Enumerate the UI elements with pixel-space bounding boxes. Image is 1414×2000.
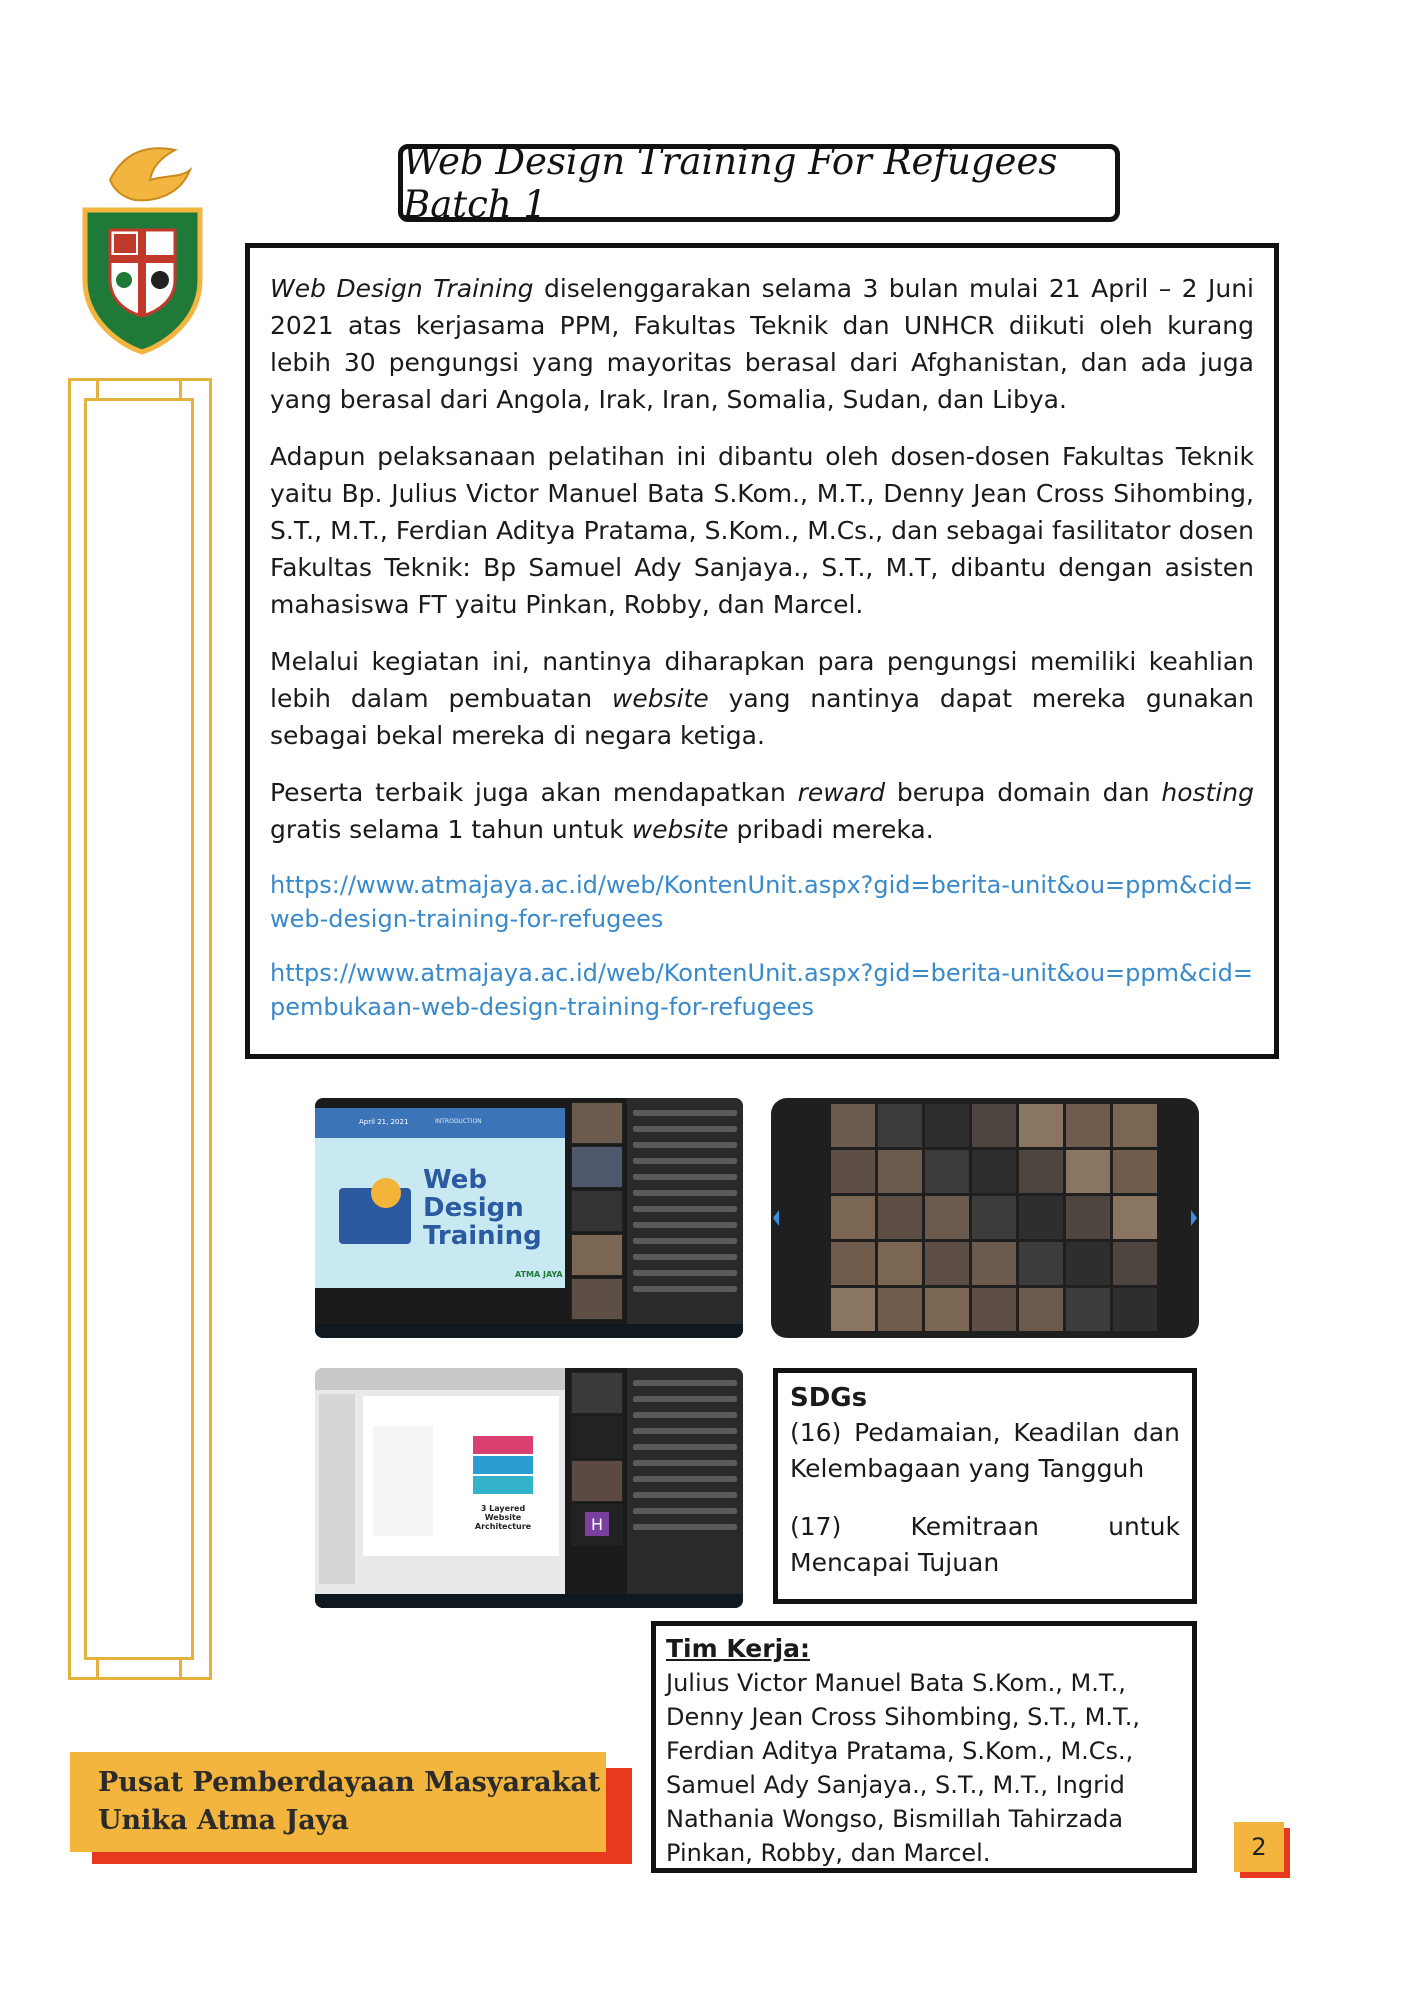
participant-tile: [571, 1190, 623, 1232]
participant-tile: [972, 1288, 1016, 1331]
slide-title: [423, 1166, 542, 1250]
participant-tile: [1066, 1288, 1110, 1331]
emphasis-hosting: hosting: [1161, 778, 1254, 807]
paragraph-3-text-a: Melalui kegiatan ini, nantinya diharapkan para pengungsi memiliki keahlian lebih dalam pembuatan: [270, 647, 1254, 713]
list-item: [633, 1270, 737, 1276]
tim-kerja-box: [651, 1621, 1197, 1873]
gallery-next-arrow-icon[interactable]: [1191, 1210, 1197, 1226]
paragraph-1-text: diselenggarakan selama 3 bulan mulai 21 April – 2 Juni 2021 atas kerjasama PPM, Fakultas Teknik dan UNHCR diikuti oleh kurang lebih 30 pengungsi yang mayoritas berasal dari Afghanistan, dan ada juga yang berasal dari Angola, Irak, Iran, Somalia, Sudan, dan Libya.: [270, 274, 1254, 414]
list-item: [633, 1222, 737, 1228]
presentation-window: [315, 1368, 565, 1594]
participant-list-panel: [627, 1098, 743, 1324]
question-bubble-icon: [371, 1178, 401, 1208]
layer-icon: [473, 1436, 533, 1454]
list-item: [633, 1444, 737, 1450]
participant-tile: [878, 1104, 922, 1147]
zoom-screenshot-slide: [315, 1098, 743, 1338]
avatar: H: [585, 1512, 609, 1536]
list-item: [633, 1412, 737, 1418]
list-item: [633, 1254, 737, 1260]
main-content-box: [245, 243, 1279, 1059]
participant-tile: [878, 1150, 922, 1193]
ribbon: [315, 1368, 565, 1390]
participant-tile: [925, 1288, 969, 1331]
org-name-line-1: Pusat Pemberdayaan Masyarakat: [98, 1767, 601, 1798]
slide-area: [315, 1108, 565, 1288]
participant-tile: [571, 1234, 623, 1276]
participant-tile: [1113, 1288, 1157, 1331]
page-number: 2: [1234, 1822, 1284, 1872]
participant-tile: [925, 1104, 969, 1147]
slide-canvas: [363, 1396, 559, 1556]
list-item: [633, 1524, 737, 1530]
emphasis-website: website: [611, 684, 709, 713]
participant-tile: [972, 1150, 1016, 1193]
participant-tile: [1066, 1104, 1110, 1147]
paragraph-1: [270, 270, 1254, 418]
list-item: [633, 1508, 737, 1514]
list-item: [633, 1174, 737, 1180]
participant-tile: [1113, 1196, 1157, 1239]
list-item: [633, 1396, 737, 1402]
sdgs-heading: SDGs: [790, 1383, 868, 1413]
list-item: [633, 1126, 737, 1132]
participant-tile: [831, 1242, 875, 1285]
slide-title-line-1: Web: [423, 1165, 487, 1195]
layer-icon: [473, 1476, 533, 1494]
sdg-goal-17: (17) Kemitraan untuk Mencapai Tujuan: [790, 1512, 1180, 1577]
participant-tile: [571, 1460, 623, 1502]
participant-tile: [571, 1146, 623, 1188]
page-title: Web Design Training For Refugees Batch 1: [398, 144, 1120, 222]
participant-tile: [571, 1372, 623, 1414]
list-item: [633, 1158, 737, 1164]
participant-tile: [1019, 1150, 1063, 1193]
slide-date: April 21, 2021: [359, 1118, 409, 1126]
paragraph-4-text-c: gratis selama 1 tahun untuk: [270, 815, 632, 844]
emphasis-web-design-training: Web Design Training: [270, 274, 534, 303]
list-item: [633, 1428, 737, 1434]
paragraph-4-text-d: pribadi mereka.: [728, 815, 934, 844]
list-item: [633, 1476, 737, 1482]
taskbar: [315, 1594, 743, 1608]
sdg-goal-16: (16) Pedamaian, Keadilan dan Kelembagaan yang Tangguh: [790, 1418, 1180, 1483]
org-name-line-2: Unika Atma Jaya: [98, 1805, 349, 1836]
participant-tile: [1113, 1104, 1157, 1147]
list-item: [633, 1380, 737, 1386]
participant-tile: [831, 1150, 875, 1193]
participant-tile: [831, 1288, 875, 1331]
org-box: [70, 1752, 606, 1852]
list-item: [633, 1190, 737, 1196]
list-item: [633, 1142, 737, 1148]
slide-caption: 3 Layered Website Architecture: [474, 1504, 532, 1531]
participant-tile: [878, 1196, 922, 1239]
participant-tile: [972, 1104, 1016, 1147]
slide-thumbnails: [319, 1394, 355, 1584]
slide-section: INTRODUCTION: [435, 1118, 482, 1125]
participant-tile: [1019, 1242, 1063, 1285]
participant-tile: [1066, 1150, 1110, 1193]
decorative-frame-cap-top: [96, 378, 182, 398]
slide-header: [315, 1108, 565, 1138]
text-block: [373, 1426, 433, 1536]
participant-tile: [1019, 1288, 1063, 1331]
paragraph-2: Adapun pelaksanaan pelatihan ini dibantu oleh dosen-dosen Fakultas Teknik yaitu Bp. Julius Victor Manuel Bata S.Kom., M.T., Denny Jean Cross Sihombing, S.T., M.T., Ferdian Aditya Pratama, S.Kom., M.Cs., dan sebagai fasilitator dosen Fakultas Teknik: Bp Samuel Ady Sanjaya., S.T., M.T, dibantu dengan asisten mahasiswa FT yaitu Pinkan, Robby, dan Marcel.: [270, 442, 1254, 619]
slide-logo: ATMA JAYA: [515, 1270, 563, 1279]
list-item: [633, 1286, 737, 1292]
emphasis-reward: reward: [797, 778, 886, 807]
tim-kerja-members: Julius Victor Manuel Bata S.Kom., M.T., Denny Jean Cross Sihombing, S.T., M.T., Ferdian Aditya Pratama, S.Kom., M.Cs., Samuel Ady Sanjaya., S.T., M.T., Ingrid Nathania Wongso, Bismillah Tahirzada Pinkan, Robby, dan Marcel.: [666, 1669, 1141, 1867]
participant-tile: [571, 1416, 623, 1458]
participant-tile: [1113, 1242, 1157, 1285]
list-item: [633, 1460, 737, 1466]
participant-tile: [925, 1242, 969, 1285]
sdgs-box: [773, 1368, 1197, 1604]
participant-tile: [878, 1288, 922, 1331]
participant-tile: [571, 1102, 623, 1144]
link-pembukaan-web-design-training[interactable]: https://www.atmajaya.ac.id/web/KontenUnit.aspx?gid=berita-unit&ou=ppm&cid=pembukaan-web-design-training-for-refugees: [270, 959, 1253, 1021]
participant-tile: [1113, 1150, 1157, 1193]
atma-jaya-crest-icon: [80, 140, 205, 355]
participant-tile: [1019, 1196, 1063, 1239]
decorative-frame-inner: [84, 398, 194, 1660]
participant-tile: [1066, 1242, 1110, 1285]
participant-tile: [831, 1104, 875, 1147]
participant-tile: [972, 1242, 1016, 1285]
paragraph-4-text-a: Peserta terbaik juga akan mendapatkan: [270, 778, 798, 807]
participant-list-panel: [627, 1368, 743, 1594]
link-web-design-training[interactable]: https://www.atmajaya.ac.id/web/KontenUnit.aspx?gid=berita-unit&ou=ppm&cid=web-design-training-for-refugees: [270, 871, 1253, 933]
participant-tile: [972, 1196, 1016, 1239]
participant-tile: [925, 1150, 969, 1193]
emphasis-website-2: website: [631, 815, 729, 844]
zoom-screenshot-architecture: [315, 1368, 743, 1608]
taskbar: [315, 1324, 743, 1338]
paragraph-4: [270, 774, 1254, 848]
participant-tile: [1019, 1104, 1063, 1147]
list-item: [633, 1206, 737, 1212]
paragraph-4-text-b: berupa domain dan: [885, 778, 1162, 807]
decorative-frame-cap-bottom: [96, 1660, 182, 1680]
zoom-screenshot-gallery: [771, 1098, 1199, 1338]
gallery-grid: [771, 1098, 1199, 1338]
participant-tile: [571, 1278, 623, 1320]
slide-title-line-2: Design: [423, 1193, 524, 1223]
paragraph-3: [270, 643, 1254, 754]
participant-tile: [878, 1242, 922, 1285]
gallery-prev-arrow-icon[interactable]: [773, 1210, 779, 1226]
list-item: [633, 1238, 737, 1244]
participant-tile: [1066, 1196, 1110, 1239]
tim-kerja-heading: Tim Kerja:: [666, 1634, 811, 1663]
participant-tile: [831, 1196, 875, 1239]
list-item: [633, 1110, 737, 1116]
paragraph-3-text-b: yang nantinya dapat mereka gunakan sebagai bekal mereka di negara ketiga.: [270, 684, 1254, 750]
slide-title-line-3: Training: [423, 1221, 542, 1251]
list-item: [633, 1492, 737, 1498]
layer-icon: [473, 1456, 533, 1474]
participant-tile: [925, 1196, 969, 1239]
